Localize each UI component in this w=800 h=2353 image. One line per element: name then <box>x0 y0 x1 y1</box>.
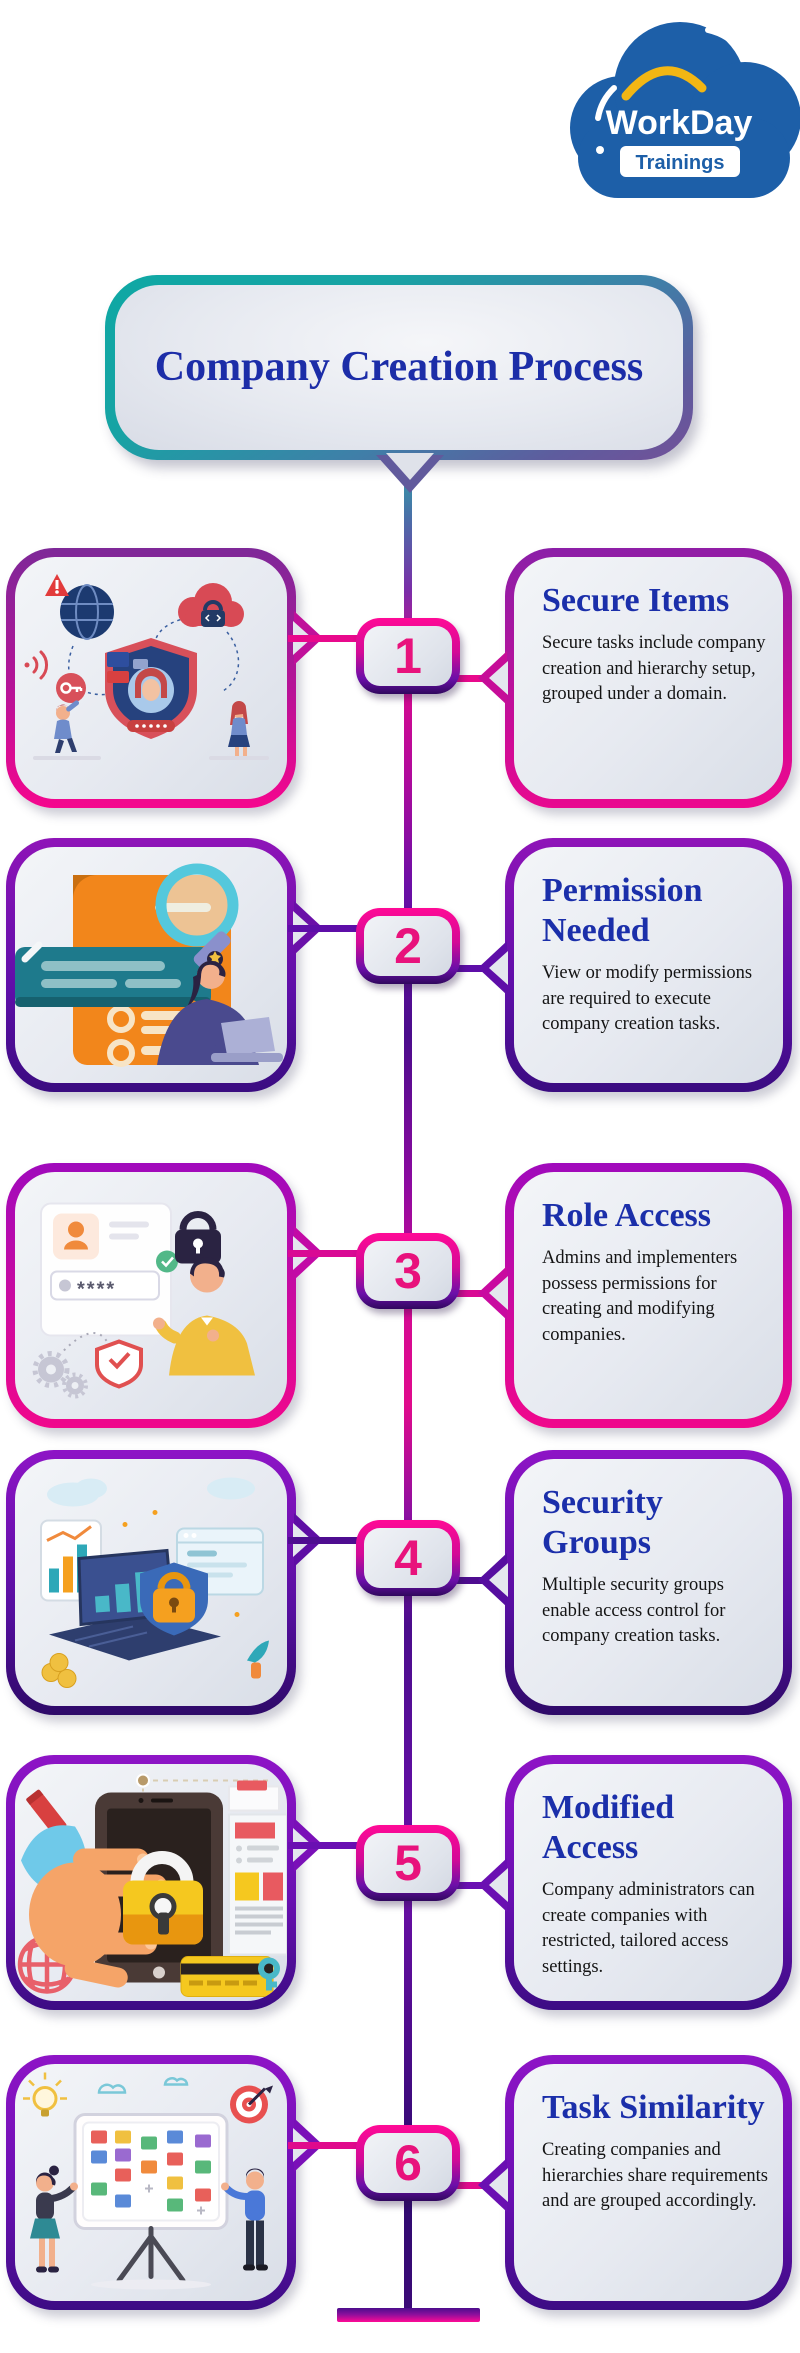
step-2-description: View or modify permissions are required to execute company creation tasks. <box>542 963 753 1035</box>
step-3-illustration <box>15 1172 287 1419</box>
step-6-text-card <box>505 2055 792 2310</box>
woman-figure <box>30 2166 78 2273</box>
step-6-badge <box>356 2125 460 2201</box>
magnifier-icon <box>161 869 233 941</box>
step-1-row <box>0 548 800 808</box>
step-6-illustration <box>15 2064 287 2301</box>
step-5-title: Modified Access <box>542 1789 675 1867</box>
step-5-left-connector <box>288 1842 362 1849</box>
step-2-badge <box>356 908 460 984</box>
step-3-text-card <box>505 1163 792 1428</box>
step-6-description: Creating companies and hierarchies share requirements and are grouped accordingly. <box>542 2140 769 2212</box>
person-right <box>228 701 250 756</box>
step-2-row <box>0 838 800 1092</box>
step-6-left-connector <box>288 2142 362 2149</box>
step-2-number: 2 <box>364 916 452 976</box>
step-1-title: Secure Items <box>542 582 730 619</box>
step-4-left-connector <box>288 1537 362 1544</box>
step-3-illustration-card <box>6 1163 296 1428</box>
step-5-badge <box>356 1825 460 1901</box>
step-4-text-card <box>505 1450 792 1715</box>
step-1-badge <box>356 618 460 694</box>
step-6-illustration-card <box>6 2055 296 2310</box>
step-4-badge <box>356 1520 460 1596</box>
step-1-text-card <box>505 548 792 808</box>
step-4-description: Multiple security groups enable access control for company creation tasks. <box>542 1575 726 1647</box>
step-5-illustration <box>15 1764 287 2001</box>
step-6-row <box>0 2055 800 2310</box>
step-5-row <box>0 1755 800 2010</box>
step-5-text-card <box>505 1755 792 2010</box>
step-2-title: Permission Needed <box>542 872 703 950</box>
step-5-number: 5 <box>364 1833 452 1893</box>
credit-card <box>181 1957 273 1997</box>
step-5-illustration-card <box>6 1755 296 2010</box>
banner-title: Company Creation Process <box>154 344 644 391</box>
step-2-illustration-card <box>6 838 296 1092</box>
step-3-title: Role Access <box>542 1197 712 1234</box>
step-4-illustration-card <box>6 1450 296 1715</box>
step-3-description: Admins and implementers possess permissions for creating and modifying companies. <box>542 1248 738 1345</box>
step-4-title: Security Groups <box>542 1484 663 1562</box>
step-6-title: Task Similarity <box>542 2089 765 2126</box>
tripod <box>119 2229 183 2281</box>
password-mask-text: **** <box>77 1278 117 1301</box>
step-1-left-connector <box>288 635 362 642</box>
step-2-left-connector <box>288 925 362 932</box>
step-1-illustration <box>15 557 287 799</box>
step-6-number: 6 <box>364 2133 452 2193</box>
person-left <box>54 699 80 753</box>
step-3-badge <box>356 1233 460 1309</box>
padlock-icon <box>183 1215 213 1230</box>
step-1-number: 1 <box>364 626 452 686</box>
step-1-illustration-card <box>6 548 296 808</box>
step-3-row <box>0 1163 800 1428</box>
step-5-description: Company administrators can create companies with restricted, tailored access settings. <box>542 1880 755 1977</box>
step-4-illustration <box>15 1459 287 1706</box>
title-banner <box>105 275 693 460</box>
logo-title: WorkDay <box>605 104 753 142</box>
logo-cloud-icon <box>560 0 800 215</box>
workday-trainings-logo <box>560 0 800 215</box>
step-4-row <box>0 1450 800 1715</box>
step-2-text-card <box>505 838 792 1092</box>
step-3-number: 3 <box>364 1241 452 1301</box>
step-1-description: Secure tasks include company creation and hierarchy setup, grouped under a domain. <box>542 633 766 705</box>
step-3-left-connector <box>288 1250 362 1257</box>
timeline-end-bar <box>337 2308 480 2322</box>
logo-subtitle: Trainings <box>635 152 725 174</box>
step-2-illustration <box>15 847 287 1083</box>
lightbulb-icon <box>34 2088 56 2110</box>
step-4-number: 4 <box>364 1528 452 1588</box>
